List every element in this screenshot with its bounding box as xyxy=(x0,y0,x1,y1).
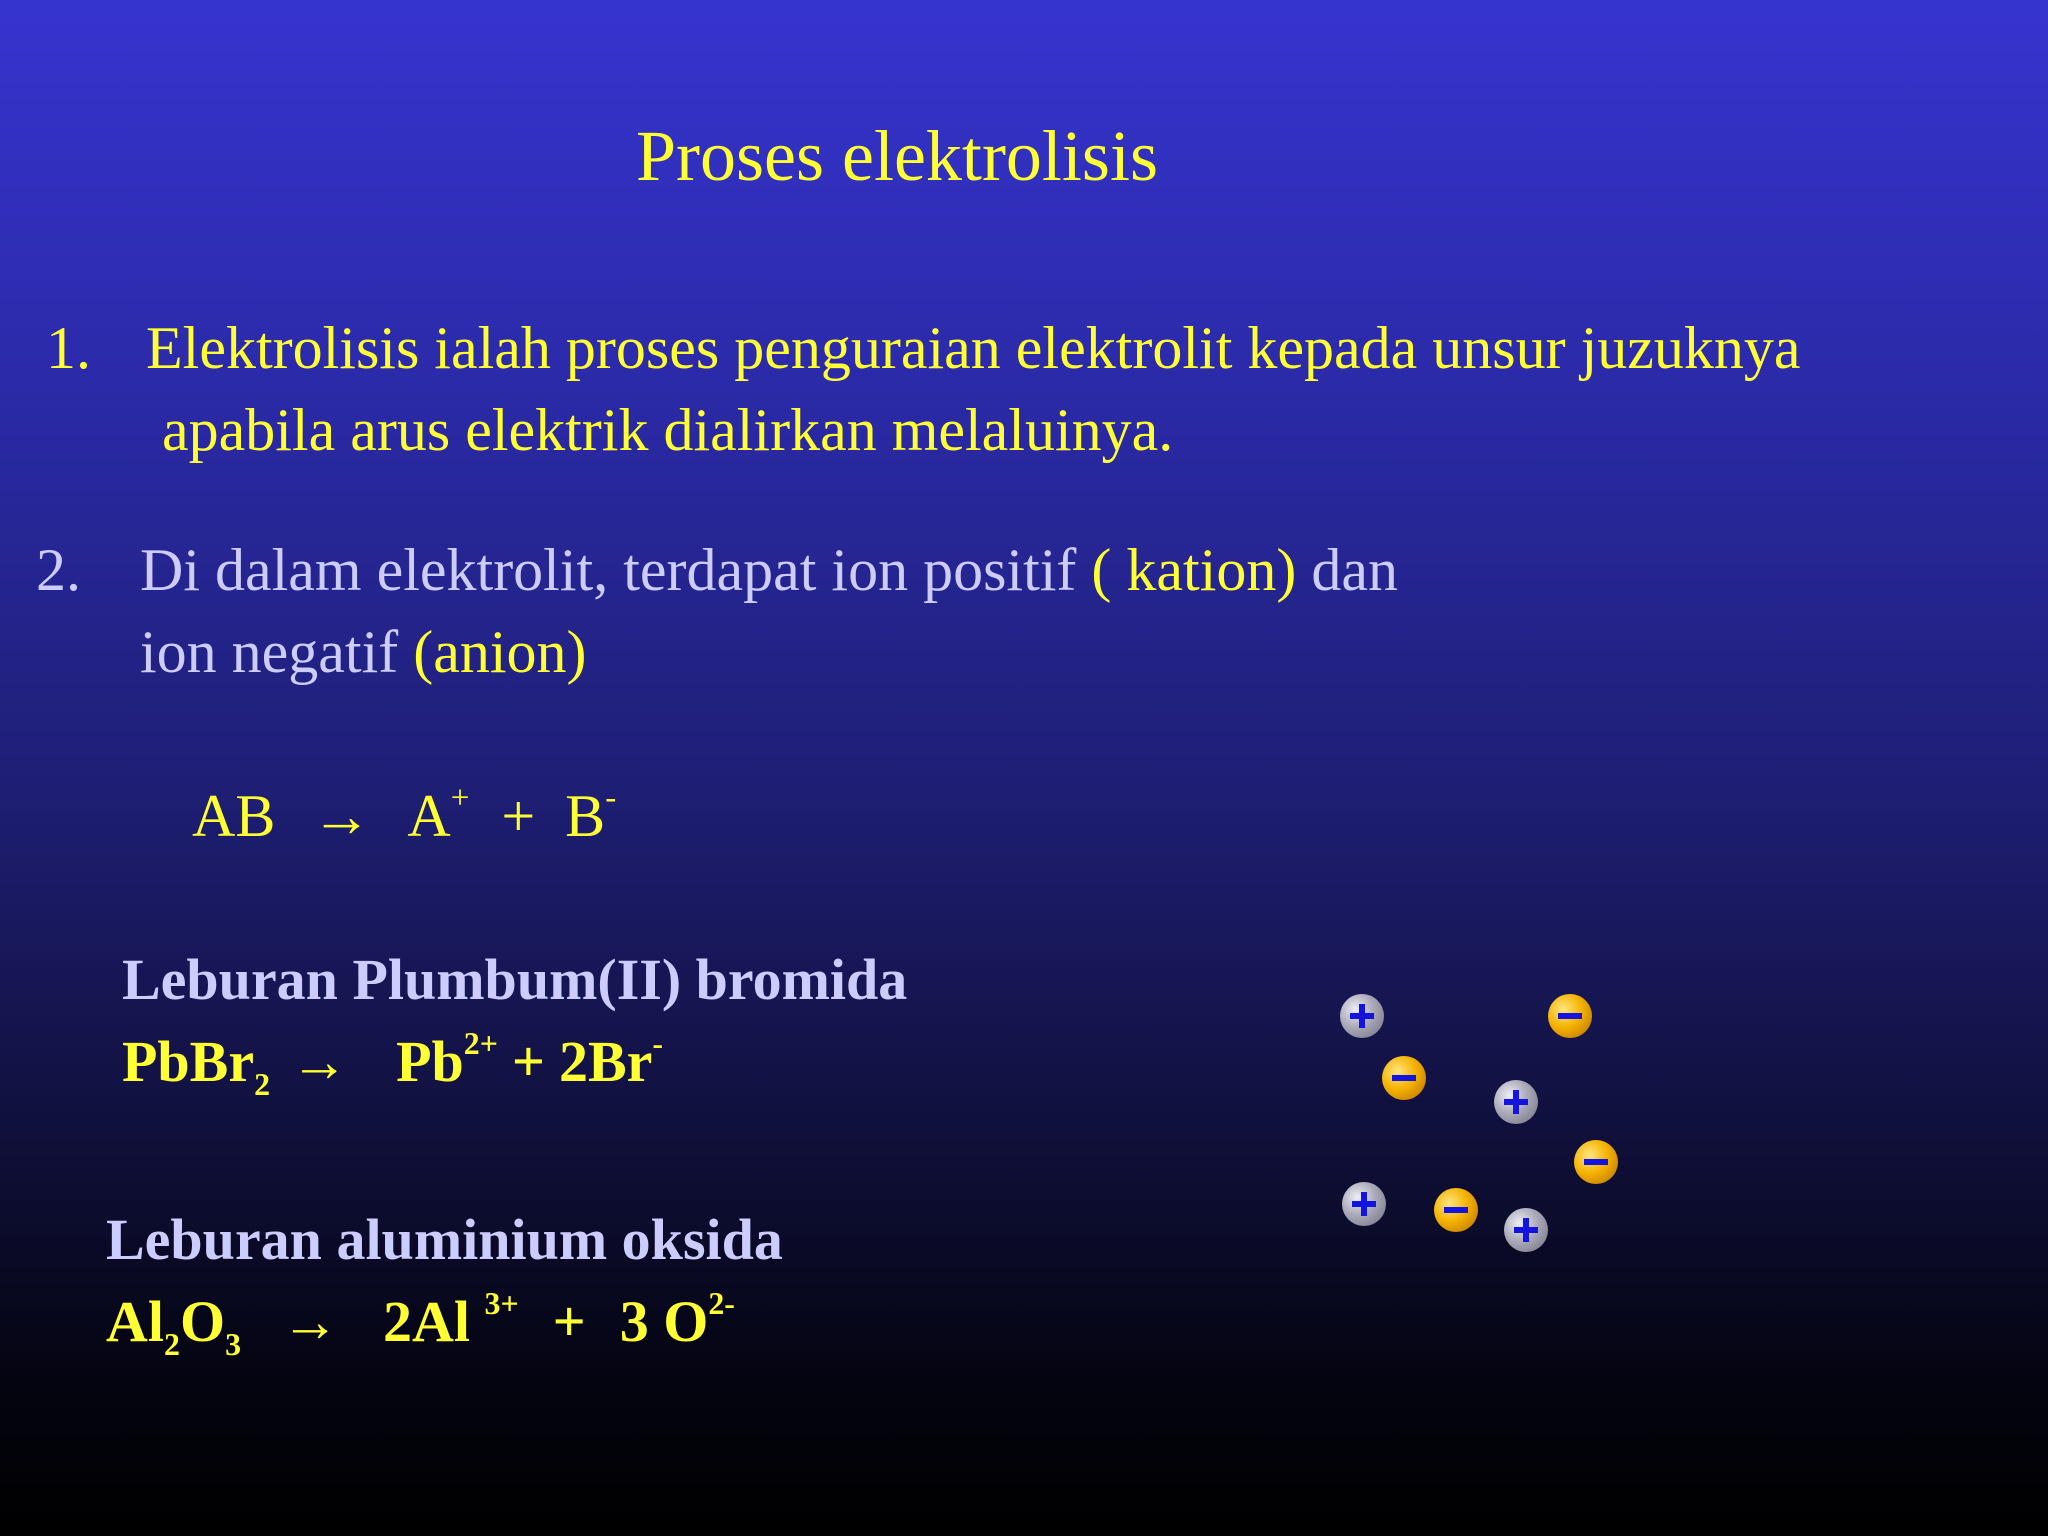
minus-ion-icon xyxy=(1382,1056,1426,1100)
ex2-arrow-icon: → xyxy=(281,1289,340,1354)
example1-heading: Leburan Plumbum(II) bromida xyxy=(122,947,908,1012)
minus-ion-icon xyxy=(1574,1140,1618,1184)
point2-line1 xyxy=(140,530,1398,610)
minus-sign-icon xyxy=(1548,994,1592,1038)
minus-sign-icon xyxy=(1382,1056,1426,1100)
plus-sign-icon xyxy=(1504,1208,1548,1252)
eq-reactant: AB xyxy=(192,783,276,849)
example2-heading: Leburan aluminium oksida xyxy=(106,1207,783,1272)
ex2-product1: 2Al xyxy=(383,1289,485,1354)
point2-line2-text: ion negatif xyxy=(140,619,414,685)
plus-sign-icon xyxy=(1342,1182,1386,1226)
ex1-plus: + xyxy=(511,1029,545,1094)
ex2-product2: 3 O xyxy=(619,1289,709,1354)
example1-equation xyxy=(122,1022,663,1102)
eq-plus: + xyxy=(501,783,536,849)
plus-ion-icon xyxy=(1494,1080,1538,1124)
ex1-product1-charge: 2+ xyxy=(463,1025,498,1061)
plus-ion-icon xyxy=(1340,994,1384,1038)
eq-arrow-icon: → xyxy=(311,783,372,849)
plus-ion-icon xyxy=(1504,1208,1548,1252)
general-equation xyxy=(192,776,616,856)
ex2-reactant-o: O xyxy=(179,1289,226,1354)
ex2-reactant-al: Al xyxy=(106,1289,164,1354)
eq-product1: A xyxy=(407,783,451,849)
slide-title: Proses elektrolisis xyxy=(636,116,1158,196)
example2-equation xyxy=(106,1282,735,1362)
ex2-product2-charge: 2- xyxy=(708,1285,735,1321)
eq-product2-charge: - xyxy=(605,779,617,816)
ions-illustration xyxy=(1320,980,1640,1270)
plus-sign-icon xyxy=(1340,994,1384,1038)
ex1-reactant-sub: 2 xyxy=(254,1067,271,1103)
minus-ion-icon xyxy=(1548,994,1592,1038)
eq-product1-charge: + xyxy=(450,779,470,816)
ex2-plus: + xyxy=(552,1289,586,1354)
point2-line1-text: Di dalam elektrolit, terdapat ion positif xyxy=(140,537,1092,603)
point1-line1: Elektrolisis ialah proses penguraian elektrolit kepada unsur juzuknya xyxy=(146,315,1801,381)
ex1-product2: 2Br xyxy=(558,1029,653,1094)
point2-line1-end: dan xyxy=(1296,537,1398,603)
point2-kation: ( kation) xyxy=(1091,537,1297,603)
point1-line2: apabila arus elektrik dialirkan melaluinya. xyxy=(162,397,1174,463)
ex1-product1: Pb xyxy=(396,1029,464,1094)
ex2-reactant-sub2: 3 xyxy=(225,1327,242,1363)
eq-product2: B xyxy=(565,783,606,849)
plus-sign-icon xyxy=(1494,1080,1538,1124)
minus-ion-icon xyxy=(1434,1188,1478,1232)
plus-ion-icon xyxy=(1342,1182,1386,1226)
ex2-reactant-sub1: 2 xyxy=(164,1327,180,1363)
minus-sign-icon xyxy=(1434,1188,1478,1232)
minus-sign-icon xyxy=(1574,1140,1618,1184)
ex1-arrow-icon: → xyxy=(290,1029,349,1094)
ex1-product2-charge: - xyxy=(652,1025,664,1061)
ex1-reactant: PbBr xyxy=(122,1029,255,1094)
point2-number: 2. xyxy=(36,537,81,603)
ex2-product1-charge: 3+ xyxy=(484,1285,519,1321)
point2-line2 xyxy=(140,612,587,692)
point2-anion: (anion) xyxy=(413,619,587,685)
point1-number: 1. xyxy=(46,315,91,381)
